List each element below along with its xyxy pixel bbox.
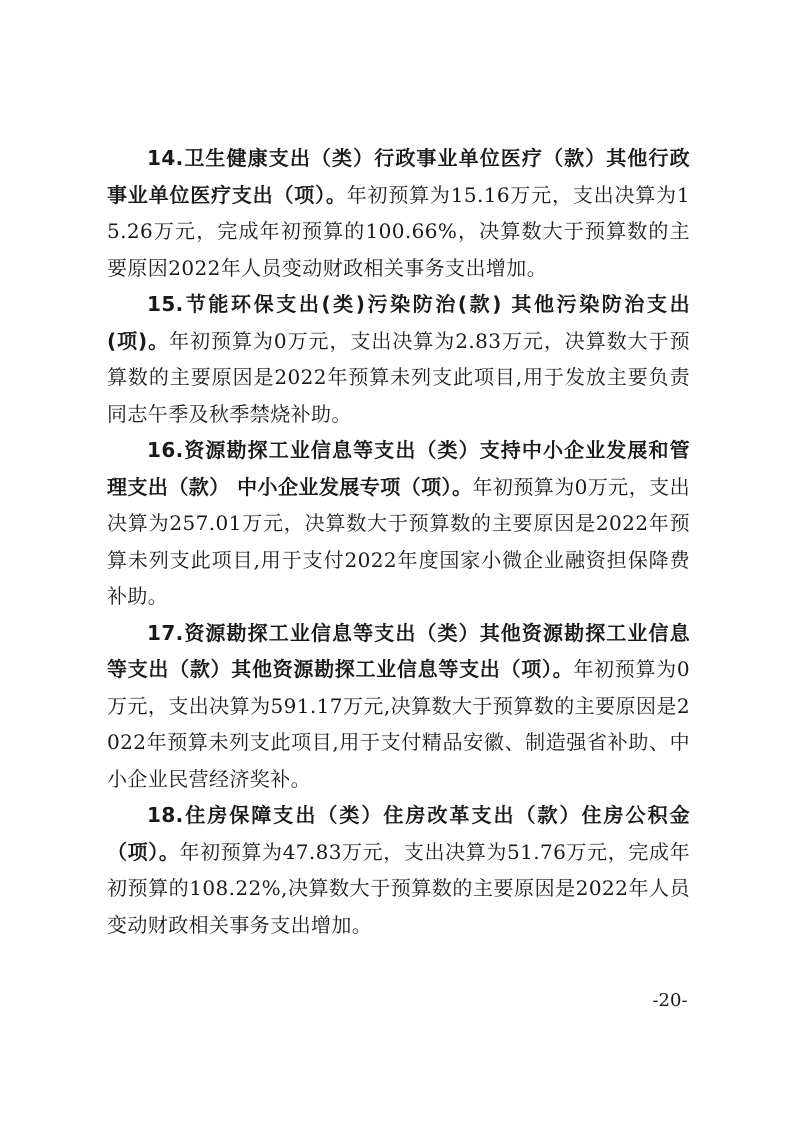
paragraph-18-body: 年初预算为47.83万元，支出决算为51.76万元，完成年初预算的108.22%,决算数大于预算数的主要原因是2022年人员变动财政相关事务支出增加。: [107, 839, 690, 937]
paragraph-17-body: 年初预算为0万元，支出决算为591.17万元,决算数大于预算数的主要原因是2022年预算未列支此项目,用于支付精品安徽、制造强省补助、中小企业民营经济奖补。: [107, 657, 691, 791]
paragraph-17: [107, 615, 690, 798]
paragraph-15-body: 年初预算为0万元，支出决算为2.83万元，决算数大于预算数的主要原因是2022年预算未列支此项目,用于发放主要负责同志午季及秋季禁烧补助。: [107, 328, 690, 426]
paragraph-15-heading: 15.节能环保支出(类)污染防治(款) 其他污染防治支出(项)。: [107, 292, 690, 353]
page-number: -20-: [652, 990, 688, 1011]
paragraph-15: [107, 286, 690, 432]
paragraph-16-heading: 16.资源勘探工业信息等支出（类）支持中小企业发展和管理支出（款） 中小企业发展专项（项）。: [107, 438, 690, 499]
paragraph-16: [107, 432, 690, 615]
paragraph-17-heading: 17.资源勘探工业信息等支出（类）其他资源勘探工业信息等支出（款）其他资源勘探工业信息等支出（项）。: [107, 620, 690, 681]
paragraph-18: [107, 797, 690, 943]
paragraph-14-heading: 14.卫生健康支出（类）行政事业单位医疗（款）其他行政事业单位医疗支出（项）。: [107, 146, 690, 207]
paragraph-14-body: 年初预算为15.16万元，支出决算为15.26万元，完成年初预算的100.66%，决算数大于预算数的主要原因2022年人员变动财政相关事务支出增加。: [107, 182, 690, 280]
paragraph-16-body: 年初预算为0万元，支出决算为257.01万元，决算数大于预算数的主要原因是2022年预算未列支此项目,用于支付2022年度国家小微企业融资担保降费补助。: [107, 474, 691, 608]
paragraph-14: [107, 140, 690, 286]
paragraph-18-heading: 18.住房保障支出（类）住房改革支出（款）住房公积金（项）。: [107, 803, 690, 864]
document-body: [107, 140, 690, 943]
